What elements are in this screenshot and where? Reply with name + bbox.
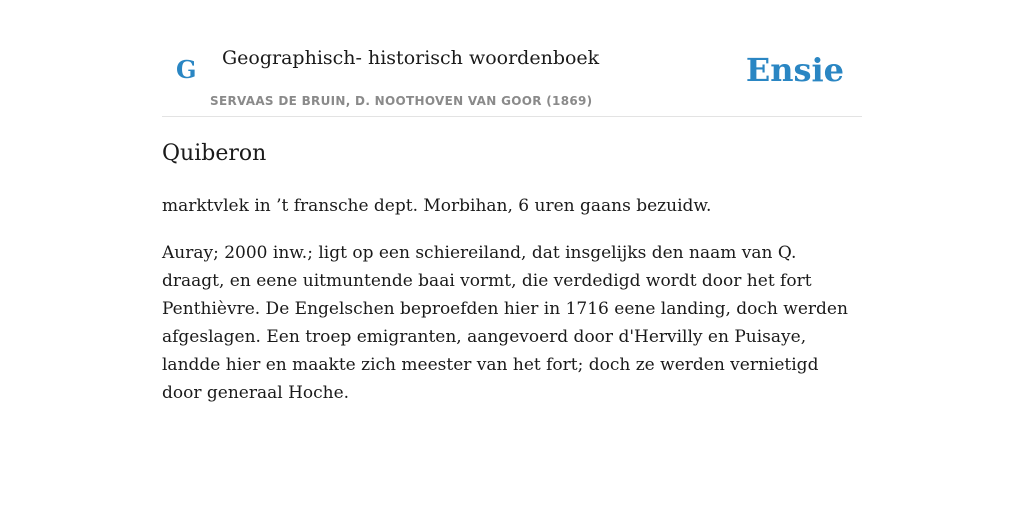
entry-paragraph: marktvlek in ’t fransche dept. Morbihan, 6 uren gaans bezuidw. <box>162 196 712 216</box>
book-header <box>162 0 862 117</box>
book-authors: SERVAAS DE BRUIN, D. NOOTHOVEN VAN GOOR (1869) <box>210 94 593 108</box>
ensie-logo[interactable]: Ensie <box>745 51 844 89</box>
entry-title: Quiberon <box>162 141 267 166</box>
entry-paragraph: Auray; 2000 inw.; ligt op een schiereiland, dat insgelijks den naam van Q. draagt, en eene uitmuntende baai vormt, die verdedigd wordt door het fort Penthièvre. De Engelschen beproefden hier in 1716 eene landing, doch werden afgeslagen. Een troep emigranten, aangevoerd door d'Hervilly en Puisaye, landde hier en maakte zich meester van het fort; doch ze werden vernietigd door generaal Hoche. <box>162 243 848 403</box>
book-title-link[interactable]: Geographisch- historisch woordenboek <box>222 47 600 69</box>
content-container <box>162 0 862 403</box>
book-letter-icon[interactable]: G <box>176 55 197 84</box>
